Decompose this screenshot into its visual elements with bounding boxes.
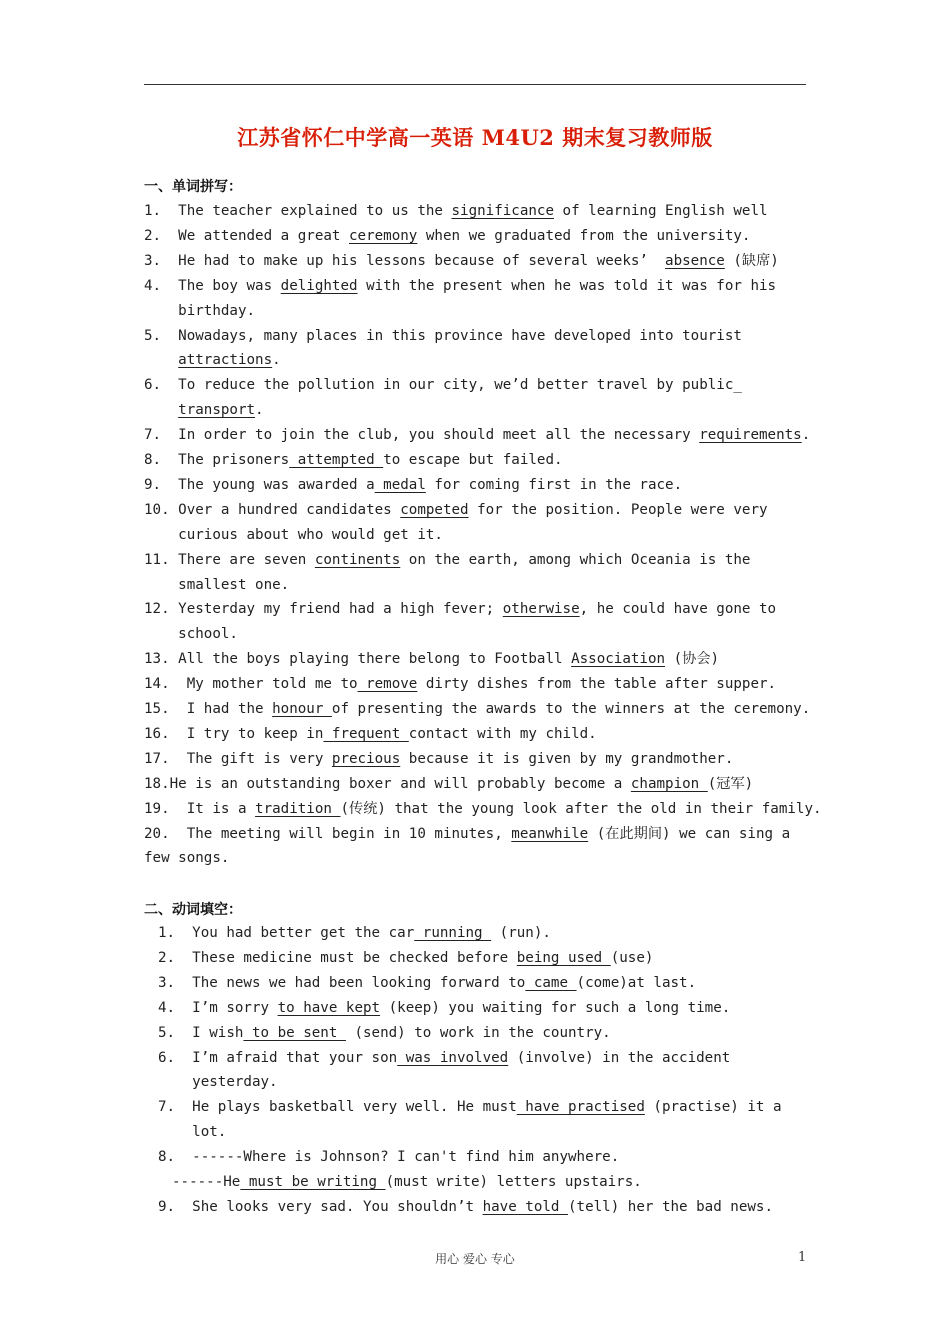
text-segment: 16. I try to keep in [144, 725, 324, 742]
header-rule [144, 84, 806, 85]
answer-blank: must be writing [240, 1174, 386, 1190]
answer-blank: Association [571, 651, 666, 668]
text-segment: 6. To reduce the pollution in our city, we’d better travel by public_ [144, 377, 742, 394]
list-item-line [144, 302, 255, 320]
text-segment: dirty dishes from the table after supper. [417, 676, 777, 693]
text-segment: with the present when he was told it was for his [357, 277, 777, 294]
text-segment: (tell) her the bad news. [568, 1198, 774, 1215]
list-item-line [144, 476, 682, 494]
list-item-line [144, 351, 281, 369]
text-segment: 5. Nowadays, many places in this province have developed into tourist [144, 327, 742, 344]
answer-blank: remove [357, 676, 418, 693]
list-item-line [144, 650, 719, 668]
text-segment: . [255, 402, 264, 419]
list-item-line [158, 1098, 782, 1116]
text-segment: curious about who would get it. [144, 526, 443, 543]
text-segment: 3. The news we had been looking forward to [158, 974, 526, 991]
text-segment [144, 352, 178, 368]
text-segment: 17. The gift is very [144, 750, 332, 767]
list-item-line [144, 451, 563, 469]
answer-blank: transport [178, 402, 256, 419]
text-segment: 20. The meeting will begin in 10 minutes, [144, 825, 512, 842]
page-footer: 用心 爱心 专心 [435, 1252, 515, 1266]
list-item-line [144, 501, 768, 519]
text-segment: (在此期间) we can sing a [588, 825, 791, 842]
text-segment: smallest one. [144, 576, 290, 593]
page-title: 江苏省怀仁中学高一英语 M4U2 期末复习教师版 [237, 125, 713, 150]
text-segment: 4. The boy was [144, 277, 281, 294]
text-segment: contact with my child. [408, 725, 597, 742]
text-segment: 4. I’m sorry [158, 999, 278, 1016]
text-segment: when we graduated from the university. [417, 227, 751, 244]
text-segment: for the position. People were very [468, 501, 768, 518]
text-segment: 8. The prisoners [144, 452, 290, 468]
answer-blank: to have kept [277, 999, 381, 1016]
text-segment: birthday. [144, 302, 256, 319]
list-item-line [144, 849, 229, 867]
list-item-line [144, 600, 776, 618]
answer-blank: have told [482, 1198, 569, 1215]
text-segment: 2. We attended a great [144, 227, 349, 244]
list-item-line [144, 725, 597, 743]
answer-blank: to be sent [243, 1024, 346, 1041]
answer-blank: being used [516, 949, 611, 966]
answer-blank: continents [314, 551, 401, 568]
section-2-heading: 二、动词填空： [144, 902, 242, 918]
list-item-line [144, 750, 733, 768]
text-segment: 14. My mother told me to [144, 676, 358, 693]
text-segment: 5. I wish [158, 1024, 244, 1041]
text-segment: for coming first in the race. [425, 476, 683, 493]
list-item-line [144, 526, 443, 544]
text-segment: 1. You had better get the car [158, 925, 415, 941]
text-segment: 18.He is an outstanding boxer and will probably become a [144, 775, 631, 792]
text-segment: of presenting the awards to the winners at the ceremony. [331, 701, 811, 717]
answer-blank: meanwhile [511, 825, 589, 842]
text-segment: on the earth, among which Oceania is the [400, 551, 751, 568]
list-item-line [144, 700, 810, 718]
list-item-line [158, 1073, 278, 1091]
text-segment: 12. Yesterday my friend had a high fever; [144, 601, 503, 618]
answer-blank: ceremony [349, 227, 418, 244]
text-segment: because it is given by my grandmother. [400, 750, 734, 767]
text-segment: (冠军) [707, 775, 754, 792]
text-segment: (must write) letters upstairs. [385, 1174, 642, 1190]
answer-blank: significance [451, 203, 554, 219]
answer-blank: medal [374, 476, 426, 493]
text-segment: 3. He had to make up his lessons because of several weeks’ [144, 252, 666, 269]
text-segment: (keep) you waiting for such a long time. [380, 999, 731, 1016]
text-segment: school. [144, 626, 238, 643]
answer-blank: champion [630, 775, 708, 792]
text-segment: 2. These medicine must be checked before [158, 949, 517, 966]
answer-blank: have practised [516, 1099, 645, 1116]
list-item-line [144, 401, 264, 419]
text-segment: , he could have gone to [579, 601, 777, 618]
text-segment: 7. In order to join the club, you should meet all the necessary [144, 427, 700, 444]
answer-blank: attempted [289, 452, 384, 468]
answer-blank: frequent [323, 725, 409, 742]
text-segment: (传统) that the young look after the old in their family. [340, 800, 822, 817]
text-segment: lot. [158, 1124, 227, 1141]
text-segment: (send) to work in the country. [345, 1024, 611, 1041]
text-segment: 1. The teacher explained to us the [144, 203, 452, 219]
answer-blank: tradition [255, 800, 341, 817]
list-item-line [144, 376, 742, 394]
text-segment: (practise) it a [644, 1099, 782, 1116]
text-segment: to escape but failed. [383, 452, 563, 468]
text-segment: 6. I’m afraid that your son [158, 1049, 398, 1066]
answer-blank: attractions [178, 352, 273, 369]
list-item-line [158, 1123, 226, 1141]
answer-blank: competed [400, 501, 469, 518]
text-segment: (缺席) [724, 252, 779, 269]
list-item-line [144, 252, 779, 270]
text-segment: . [801, 427, 811, 444]
list-item-line [144, 327, 742, 345]
list-item-line [158, 974, 696, 992]
list-item-line [144, 625, 238, 643]
list-item-line [158, 949, 653, 967]
text-segment: 11. There are seven [144, 551, 315, 568]
text-segment [144, 402, 178, 418]
answer-blank: running [414, 925, 492, 941]
list-item-line [144, 551, 750, 569]
list-item-line [172, 1173, 642, 1191]
list-item-line [144, 227, 750, 245]
list-item-line [158, 999, 730, 1017]
section-1-heading: 一、单词拼写： [144, 179, 242, 195]
text-segment: 10. Over a hundred candidates [144, 501, 401, 518]
answer-blank: precious [331, 750, 401, 767]
text-segment: (involve) in the accident [508, 1049, 731, 1066]
text-segment: 19. It is a [144, 800, 256, 817]
text-segment: (协会) [665, 651, 720, 668]
text-segment: 7. He plays basketball very well. He must [158, 1099, 517, 1116]
text-segment: (run). [491, 925, 551, 941]
list-item-line [144, 825, 790, 843]
text-segment: ------He [172, 1174, 241, 1190]
text-segment: 9. She looks very sad. You shouldn’t [158, 1198, 483, 1215]
list-item-line [144, 277, 776, 295]
list-item-line [158, 1198, 773, 1216]
answer-blank: otherwise [502, 601, 580, 618]
list-item-line [158, 1049, 730, 1067]
answer-blank: came [525, 974, 577, 991]
answer-blank: delighted [280, 277, 358, 294]
text-segment: 15. I had the [144, 701, 273, 717]
text-segment: of learning English well [554, 203, 768, 219]
answer-blank: was involved [397, 1049, 509, 1066]
list-item-line [158, 1148, 619, 1166]
text-segment: . [272, 352, 281, 369]
text-segment: (use) [610, 949, 654, 966]
text-segment: yesterday. [158, 1074, 278, 1091]
text-segment: (come)at last. [576, 974, 697, 991]
list-item-line [158, 1024, 611, 1042]
list-item-line [144, 775, 753, 793]
text-segment: 8. ------Where is Johnson? I can't find him anywhere. [158, 1149, 620, 1166]
answer-blank: absence [665, 252, 725, 269]
text-segment: 13. All the boys playing there belong to Football [144, 651, 572, 668]
list-item-line [158, 924, 551, 942]
text-segment: few songs. [144, 850, 230, 867]
list-item-line [144, 202, 768, 220]
list-item-line [144, 675, 776, 693]
list-item-line [144, 576, 289, 594]
answer-blank: requirements [699, 427, 802, 444]
text-segment: 9. The young was awarded a [144, 476, 375, 493]
list-item-line [144, 426, 810, 444]
answer-blank: honour [272, 701, 332, 717]
page-number: 1 [798, 1250, 807, 1265]
list-item-line [144, 800, 822, 818]
